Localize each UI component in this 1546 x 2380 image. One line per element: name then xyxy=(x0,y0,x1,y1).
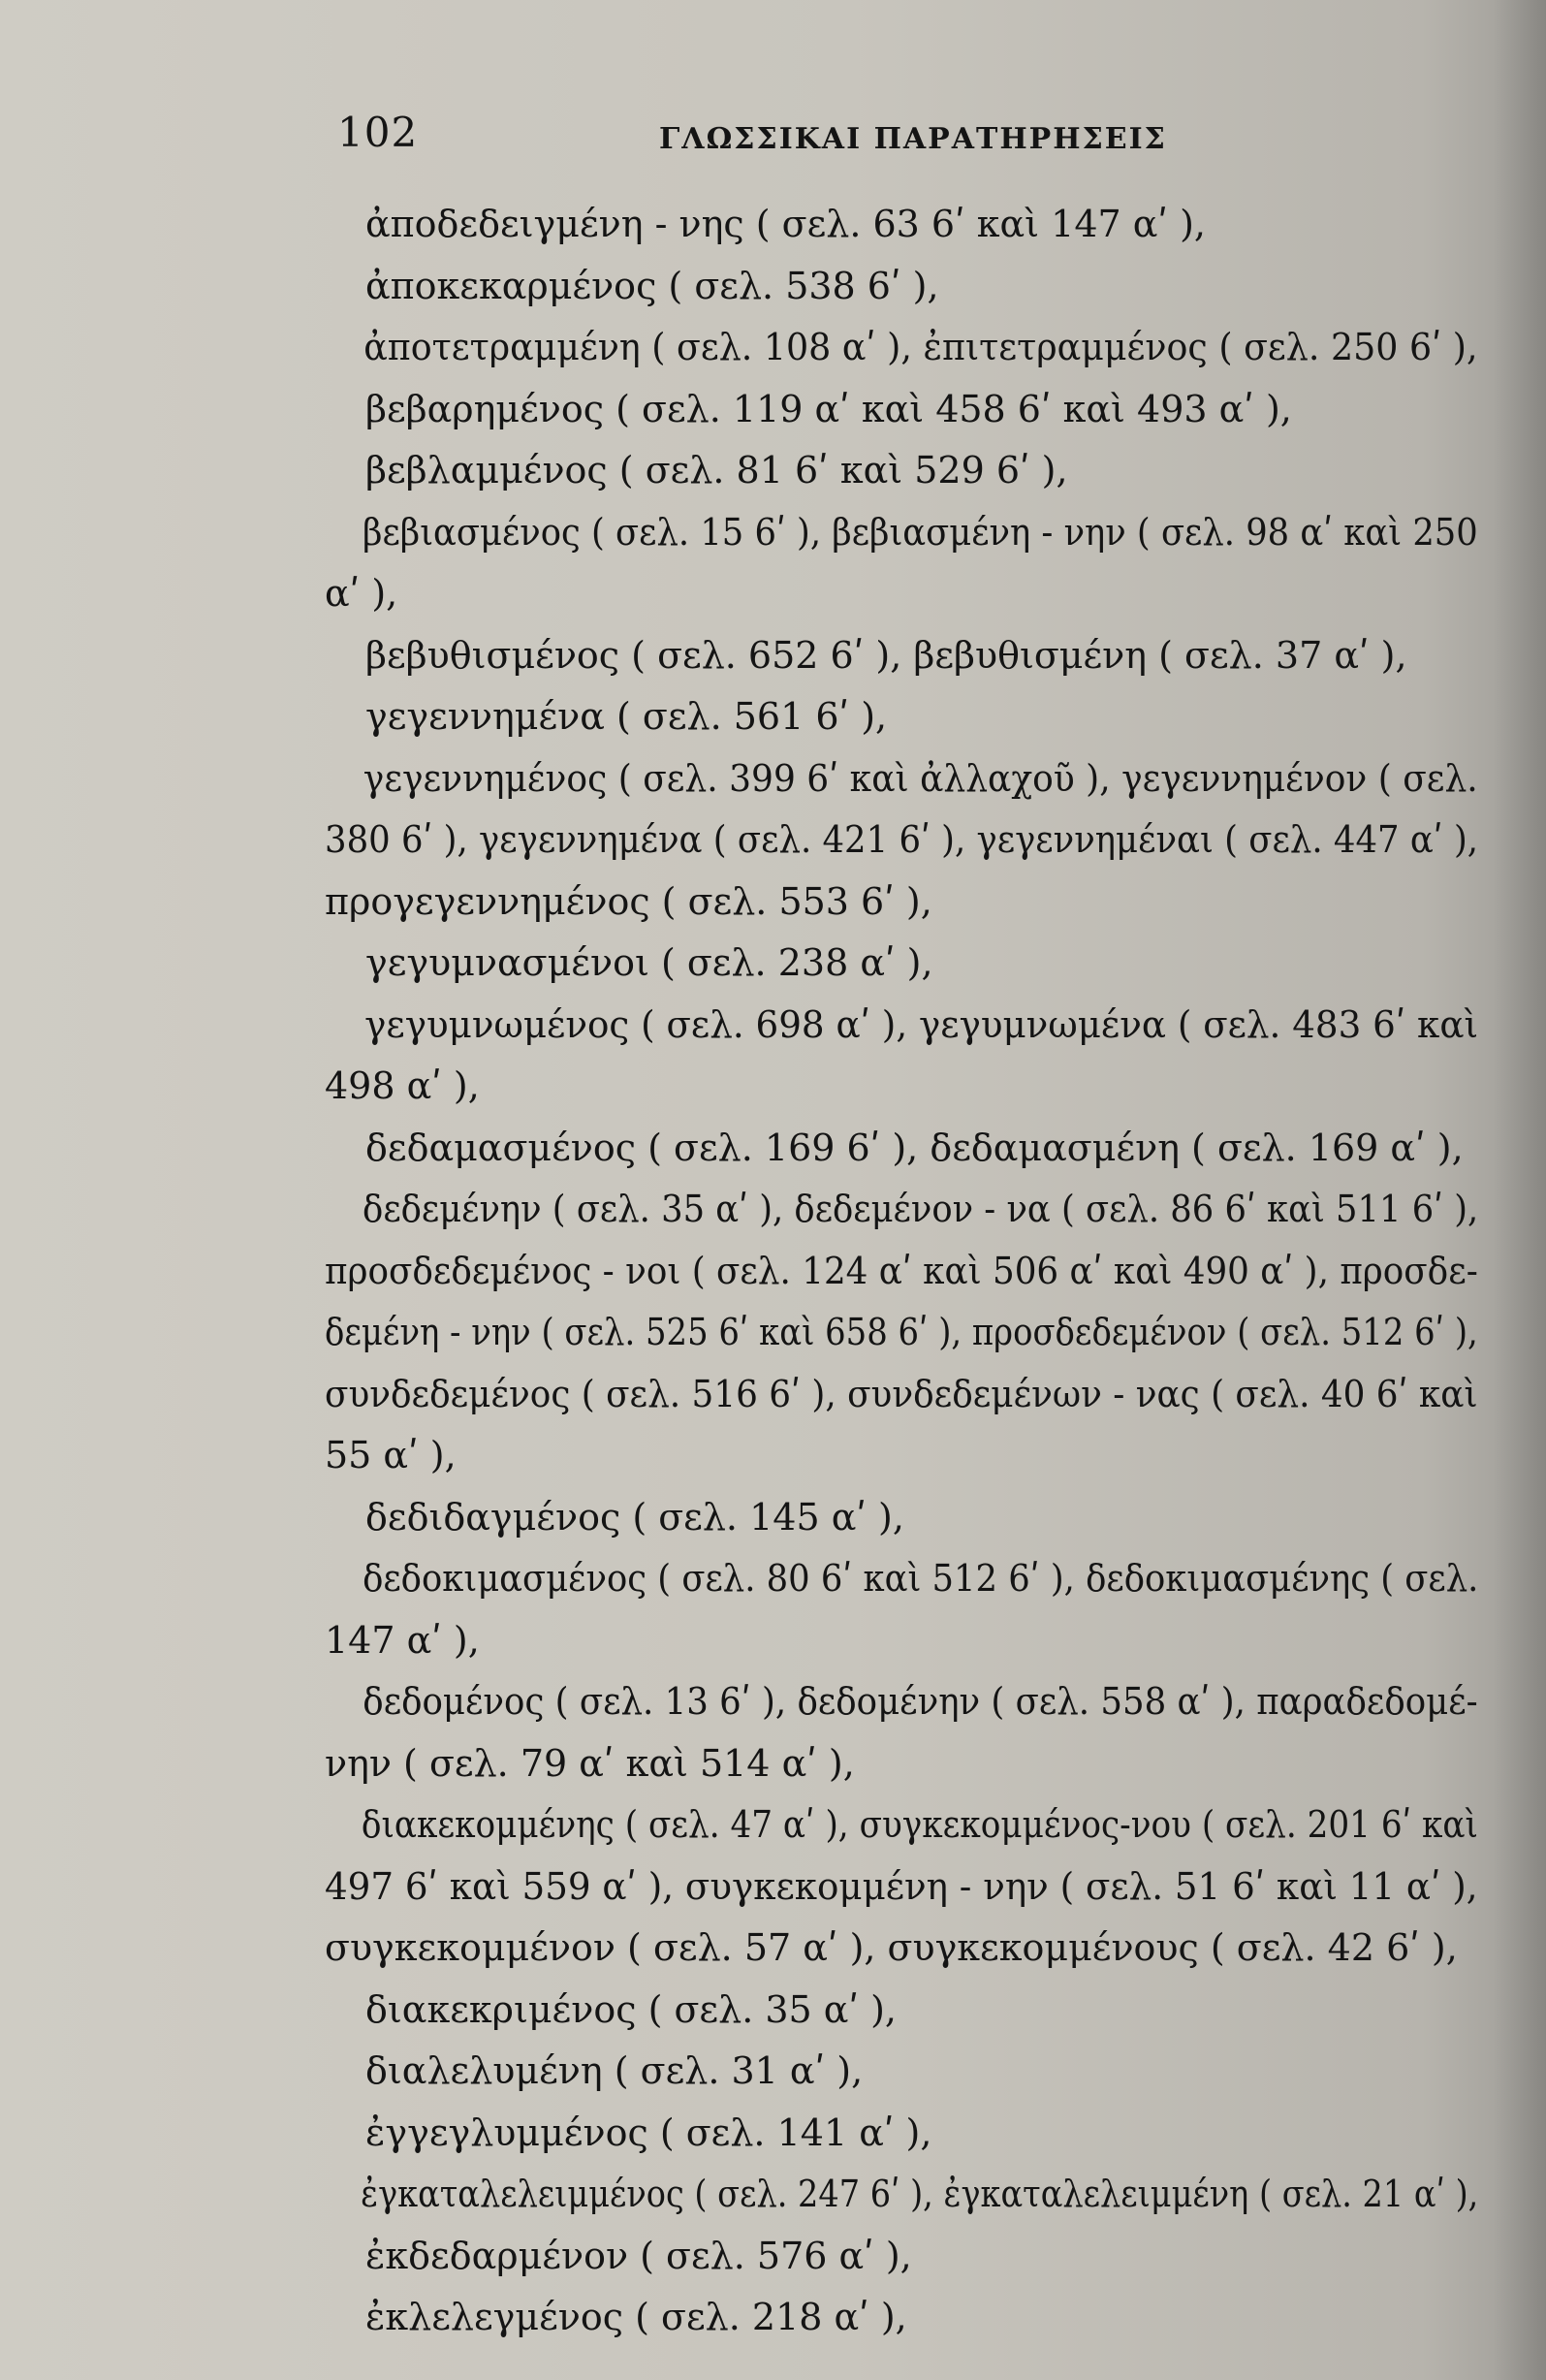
text-line: γεγυμνασμένοι ( σελ. 238 αʹ ), xyxy=(365,941,933,984)
text-line: βεβυθισμένος ( σελ. 652 6ʹ ), βεβυθισμένη ( σελ. 37 αʹ ), xyxy=(365,633,1407,677)
text-line: 498 αʹ ), xyxy=(325,1064,480,1107)
text-line: γεγυμνωμένος ( σελ. 698 αʹ ), γεγυμνωμένα ( σελ. 483 6ʹ καὶ xyxy=(364,1002,1479,1046)
text-line: γεγεννημένα ( σελ. 561 6ʹ ), xyxy=(365,695,888,738)
text-line: αʹ ), xyxy=(325,572,398,615)
text-line: προγεγεννημένος ( σελ. 553 6ʹ ), xyxy=(325,879,932,923)
text-line: δεμένη - νην ( σελ. 525 6ʹ καὶ 658 6ʹ ), προσδεδεμένον ( σελ. 512 6ʹ ), xyxy=(325,1311,1478,1353)
text-line: 147 αʹ ), xyxy=(325,1618,480,1662)
text-line: 380 6ʹ ), γεγεννημένα ( σελ. 421 6ʹ ), γεγεννημέναι ( σελ. 447 αʹ ), xyxy=(325,818,1479,861)
text-line: ἐγκαταλελειμμένος ( σελ. 247 6ʹ ), ἐγκαταλελειμμένη ( σελ. 21 αʹ ), xyxy=(361,2173,1479,2215)
text-line: δεδομένος ( σελ. 13 6ʹ ), δεδομένην ( σελ. 558 αʹ ), παραδεδομέ- xyxy=(363,1680,1478,1723)
text-line: ἐγγεγλυμμένος ( σελ. 141 αʹ ), xyxy=(365,2110,932,2154)
text-line: προσδεδεμένος - νοι ( σελ. 124 αʹ καὶ 506 αʹ καὶ 490 αʹ ), προσδε- xyxy=(325,1249,1478,1292)
text-line: ἀποδεδειγμένη - νης ( σελ. 63 6ʹ καὶ 147 αʹ ), xyxy=(365,203,1206,245)
text-line: διακεκριμένος ( σελ. 35 αʹ ), xyxy=(365,1987,898,2031)
text-line: νην ( σελ. 79 αʹ καὶ 514 αʹ ), xyxy=(325,1741,855,1785)
text-line: διαλελυμένη ( σελ. 31 αʹ ), xyxy=(365,2049,864,2092)
text-line: βεβιασμένος ( σελ. 15 6ʹ ), βεβιασμένη - νην ( σελ. 98 αʹ καὶ 250 xyxy=(363,510,1478,554)
text-line: βεβλαμμένος ( σελ. 81 6ʹ καὶ 529 6ʹ ), xyxy=(365,449,1068,492)
page-edge-shadow xyxy=(1493,0,1546,2380)
text-line: ἐκδεδαρμένον ( σελ. 576 αʹ ), xyxy=(365,2234,912,2277)
text-line: 497 6ʹ καὶ 559 αʹ ), συγκεκομμένη - νην ( σελ. 51 6ʹ καὶ 11 αʹ ), xyxy=(325,1864,1478,1908)
text-line: ἐκλελεγμένος ( σελ. 218 αʹ ), xyxy=(365,2296,907,2338)
page-header xyxy=(330,109,1357,167)
entry-list xyxy=(325,194,1478,2349)
page-number: 102 xyxy=(337,109,419,156)
text-line: δεδεμένην ( σελ. 35 αʹ ), δεδεμένον - να ( σελ. 86 6ʹ καὶ 511 6ʹ ), xyxy=(363,1188,1479,1230)
text-line: δεδαμασμένος ( σελ. 169 6ʹ ), δεδαμασμένη ( σελ. 169 αʹ ), xyxy=(365,1126,1464,1169)
text-line: συνδεδεμένος ( σελ. 516 6ʹ ), συνδεδεμένων - νας ( σελ. 40 6ʹ καὶ xyxy=(325,1372,1478,1415)
text-line: δεδιδαγμένος ( σελ. 145 αʹ ), xyxy=(365,1495,904,1539)
text-line: συγκεκομμένον ( σελ. 57 αʹ ), συγκεκομμένους ( σελ. 42 6ʹ ), xyxy=(325,1926,1458,1969)
text-line: 55 αʹ ), xyxy=(325,1434,457,1476)
running-head: ΓΛΩΣΣΙΚΑΙ ΠΑΡΑΤΗΡΗΣΕΙΣ xyxy=(659,122,1167,156)
text-line: γεγεννημένος ( σελ. 399 6ʹ καὶ ἀλλαχοῦ ), γεγεννημένον ( σελ. xyxy=(363,756,1478,800)
text-line: ἀποτετραμμένη ( σελ. 108 αʹ ), ἐπιτετραμμένος ( σελ. 250 6ʹ ), xyxy=(363,326,1478,368)
text-line: διακεκομμένης ( σελ. 47 αʹ ), συγκεκομμένος-νου ( σελ. 201 6ʹ καὶ xyxy=(361,1803,1478,1846)
text-line: ἀποκεκαρμένος ( σελ. 538 6ʹ ), xyxy=(365,264,939,307)
text-line: δεδοκιμασμένος ( σελ. 80 6ʹ καὶ 512 6ʹ ), δεδοκιμασμένης ( σελ. xyxy=(363,1557,1479,1600)
text-line: βεβαρημένος ( σελ. 119 αʹ καὶ 458 6ʹ καὶ 493 αʹ ), xyxy=(365,387,1292,430)
